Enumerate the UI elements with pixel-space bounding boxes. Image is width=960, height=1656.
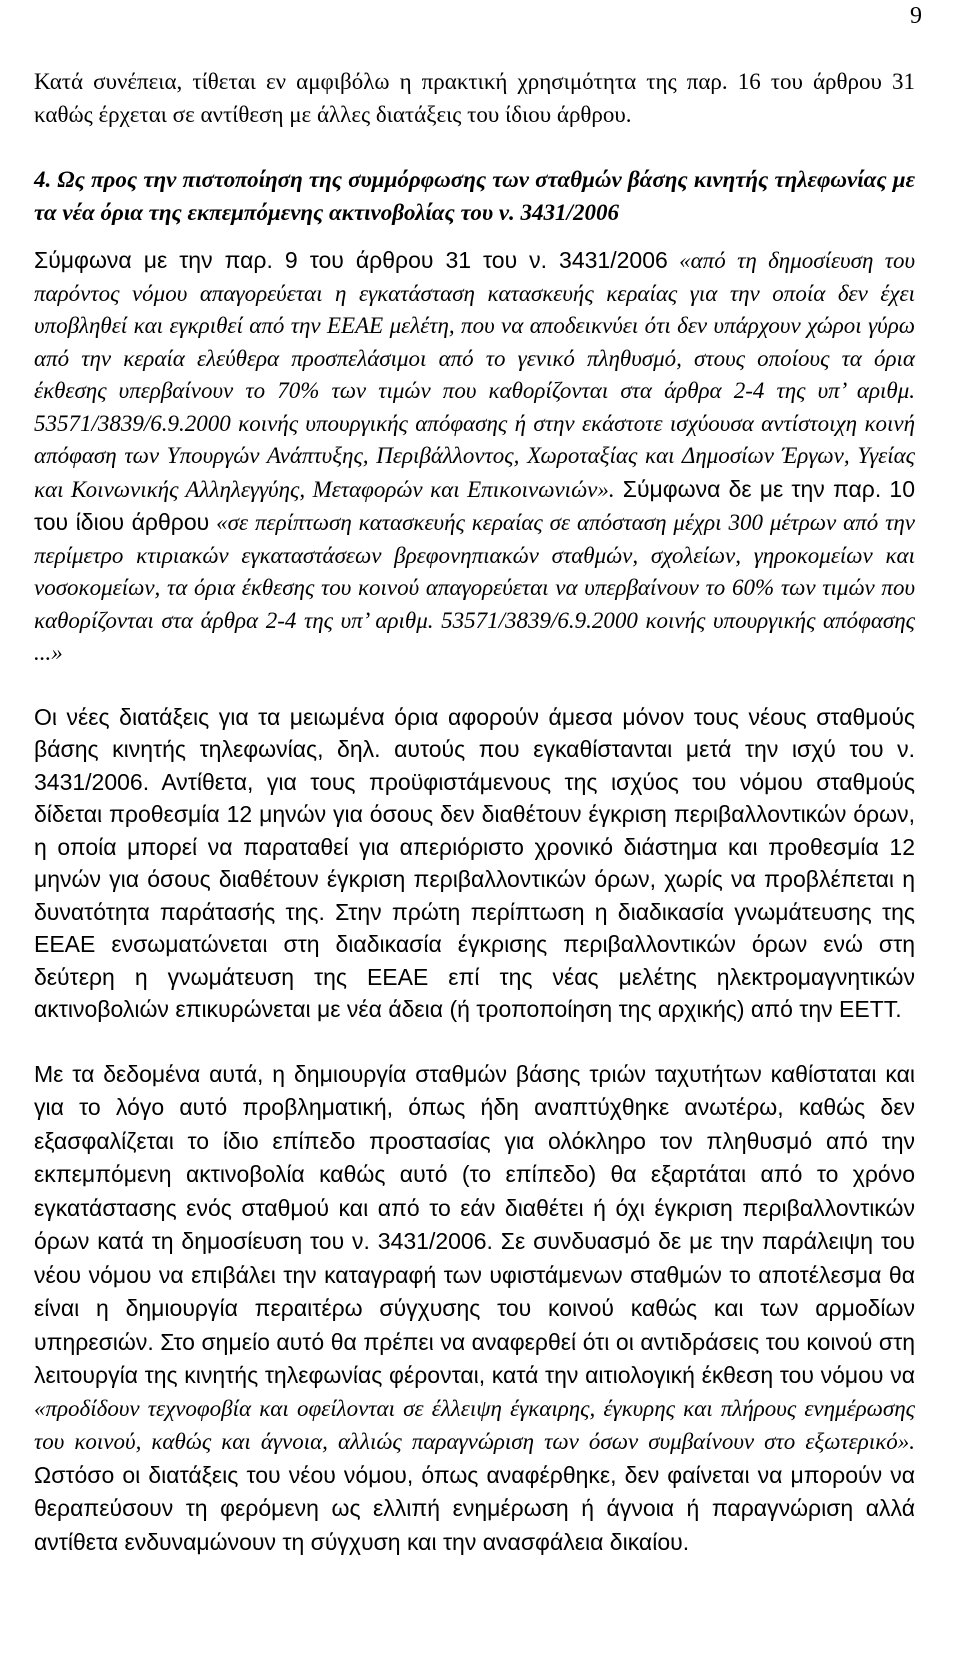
- quote-explanatory-report: «προδίδουν τεχνοφοβία και οφείλονται σε έλλειψη έγκαιρης, έγκυρης και πλήρους ενημέρωσης του κοινού, καθώς και άγνοια, αλλιώς παραγνώριση των όσων συμβαίνουν στο εξωτερικό».: [34, 1395, 915, 1454]
- quote-paragraph-10: «σε περίπτωση κατασκευής κεραίας σε απόσταση μέχρι 300 μέτρων από την περίμετρο κτιριακών εγκαταστάσεων βρεφονηπιακών σταθμών, σχολείων, γηροκομείων και νοσοκομείων, τα όρια έκθεσης του κοινού απαγορεύεται να υπερβαίνουν το 60% των τιμών που καθορίζονται στα άρθρα 2-4 της υπ’ αριθμ. 53571/3839/6.9.2000 κοινής υπουργικής απόφασης ...»: [34, 510, 915, 665]
- page-number: 9: [910, 3, 922, 29]
- document-body: [34, 66, 915, 1559]
- paragraph-conclusion: [34, 1058, 915, 1560]
- paragraph-new-provisions: Οι νέες διατάξεις για τα μειωμένα όρια αφορούν άμεσα μόνον τους νέους σταθμούς βάσης κινητής τηλεφωνίας, δηλ. αυτούς που εγκαθίστανται μετά την ισχύ του ν. 3431/2006. Αντίθετα, για τους προϋφιστάμενους της ισχύος του νόμου σταθμούς δίδεται προθεσμία 12 μηνών για όσους δεν διαθέτουν έγκριση περιβαλλοντικών όρων, η οποία μπορεί να παραταθεί για απεριόριστο χρονικό διάστημα και προθεσμία 12 μηνών για όσους διαθέτουν έγκριση περιβαλλοντικών όρων, χωρίς να προβλέπεται η δυνατότητα παράτασής της. Στην πρώτη περίπτωση η διαδικασία γνωμάτευσης της ΕΕΑΕ ενσωματώνεται στη διαδικασία έγκρισης περιβαλλοντικών όρων ενώ στη δεύτερη η γνωμάτευση της ΕΕΑΕ επί της νέας μελέτης ηλεκτρομαγνητικών ακτινοβολιών επικυρώνεται με νέα άδεια (ή τροποποίηση της αρχικής) από την ΕΕΤΤ.: [34, 703, 915, 1022]
- text-run: Σύμφωνα δε με την παρ. 10 του ίδιου άρθρου: [34, 475, 915, 535]
- paragraph-article-quotes: [34, 244, 915, 670]
- paragraph-intro: Κατά συνέπεια, τίθεται εν αμφιβόλω η πρακτική χρησιμότητα της παρ. 16 του άρθρου 31 καθώς έρχεται σε αντίθεση με άλλες διατάξεις του ίδιου άρθρου.: [34, 69, 915, 127]
- text-run: Με τα δεδομένα αυτά, η δημιουργία σταθμών βάσης τριών ταχυτήτων καθίσταται και για το λόγο αυτό προβληματική, όπως ήδη αναπτύχθηκε ανωτέρω, καθώς δεν εξασφαλίζεται το ίδιο επίπεδο προστασίας για ολόκληρο τον πληθυσμό από την εκπεμπόμενη ακτινοβολία καθώς αυτό (το επίπεδο) θα εξαρτάται από το χρόνο εγκατάστασης ενός σταθμού και από το εάν διαθέτει ή όχι έγκριση περιβαλλοντικών όρων κατά τη δημοσίευση του ν. 3431/2006. Σε συνδυασμό δε με την παράλειψη του νέου νόμου να επιβάλει την καταγραφή των υφιστάμενων σταθμών το αποτέλεσμα θα είναι η δημιουργία περαιτέρω σύγχυσης του κοινού καθώς και των αρμοδίων υπηρεσιών. Στο σημείο αυτό θα πρέπει να αναφερθεί ότι οι αντιδράσεις του κοινού στη λειτουργία της κινητής τηλεφωνίας φέρονται, κατά την αιτιολογική έκθεση του νόμου να: [34, 1060, 915, 1388]
- text-run: Ωστόσο οι διατάξεις του νέου νόμου, όπως αναφέρθηκε, δεν φαίνεται να μπορούν να θεραπεύσουν τη φερόμενη ως ελλιπή ενημέρωση ή άγνοια ή παραγνώριση αλλά αντίθετα ενδυναμώνουν τη σύγχυση και την ανασφάλεια δικαίου.: [34, 1461, 915, 1555]
- section-heading: 4. Ως προς την πιστοποίηση της συμμόρφωσης των σταθμών βάσης κινητής τηλεφωνίας με τα νέα όρια της εκπεμπόμενης ακτινοβολίας του ν. 3431/2006: [34, 167, 915, 225]
- quote-paragraph-9: «από τη δημοσίευση του παρόντος νόμου απαγορεύεται η εγκατάσταση κατασκευής κεραίας για την οποία δεν έχει υποβληθεί και εγκριθεί από την ΕΕΑΕ μελέτη, που να αποδεικνύει ότι δεν υπάρχουν χώροι γύρω από την κεραία ελεύθερα προσπελάσιμοι από το γενικό πληθυσμό, στους οποίους τα όρια έκθεσης υπερβαίνουν το 70% των τιμών που καθορίζονται στα άρθρα 2-4 της υπ’ αριθμ. 53571/3839/6.9.2000 κοινής υπουργικής απόφασης ή στην εκάστοτε ισχύουσα αντίστοιχη κοινή απόφαση των Υπουργών Ανάπτυξης, Περιβάλλοντος, Χωροταξίας και Δημοσίων Έργων, Υγείας και Κοινωνικής Αλληλεγγύης, Μεταφορών και Επικοινωνιών».: [34, 248, 915, 502]
- text-run: Σύμφωνα με την παρ. 9 του άρθρου 31 του ν. 3431/2006: [34, 247, 668, 273]
